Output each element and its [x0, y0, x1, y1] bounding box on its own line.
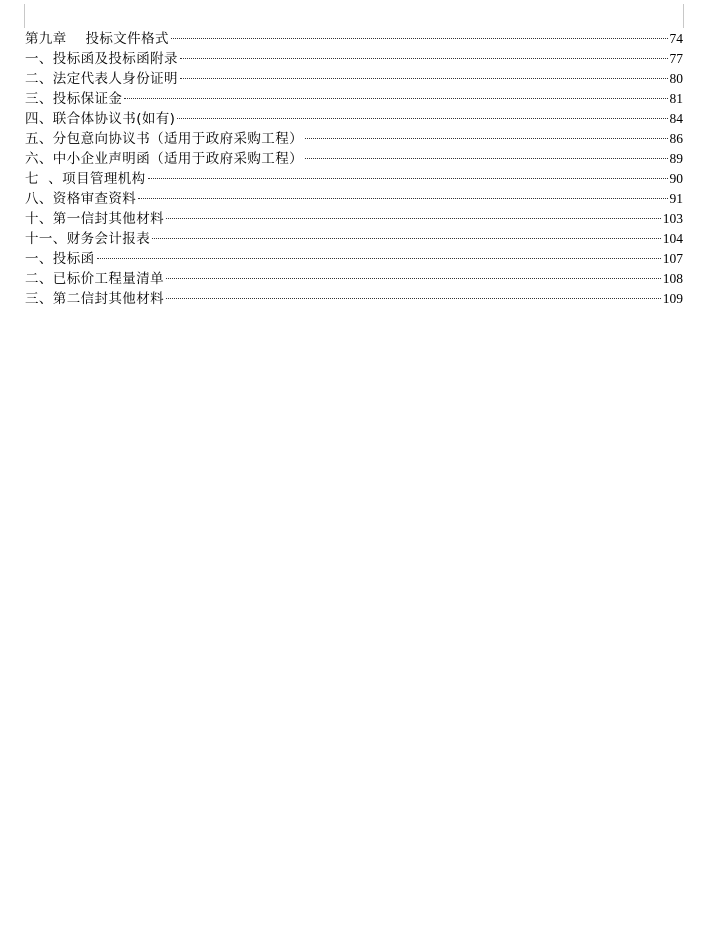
- toc-entry[interactable]: [25, 69, 683, 89]
- toc-entry-title: 七 、项目管理机构: [25, 171, 146, 187]
- toc-entry-page: 91: [669, 191, 683, 206]
- toc-dot-leader: [177, 118, 667, 119]
- toc-entry-title: 五、分包意向协议书（适用于政府采购工程）: [25, 131, 303, 147]
- toc-dot-leader: [166, 298, 661, 299]
- toc-entry[interactable]: [25, 169, 683, 189]
- toc-entry[interactable]: [25, 289, 683, 309]
- toc-entry-title: 十一、财务会计报表: [25, 231, 151, 247]
- toc-entry[interactable]: [25, 89, 683, 109]
- toc-dot-leader: [124, 98, 667, 99]
- toc-entry[interactable]: [25, 189, 683, 209]
- toc-entry[interactable]: [25, 149, 683, 169]
- toc-entry[interactable]: [25, 209, 683, 229]
- toc-dot-leader: [138, 198, 667, 199]
- toc-entry-title: 四、联合体协议书(如有): [25, 111, 176, 127]
- toc-dot-leader: [148, 178, 668, 179]
- toc-entry[interactable]: [25, 229, 683, 249]
- toc-entry-page: 108: [662, 271, 683, 286]
- toc-entry-title: 六、中小企业声明函（适用于政府采购工程）: [25, 151, 303, 167]
- toc-entry-title: 一、投标函: [25, 251, 95, 267]
- crop-mark-top-right: [683, 4, 708, 28]
- toc-entry-page: 86: [669, 131, 683, 146]
- toc-entry[interactable]: [25, 269, 683, 289]
- toc-entry-page: 90: [669, 171, 683, 186]
- toc-entry[interactable]: [25, 109, 683, 129]
- toc-entry-page: 77: [669, 51, 683, 66]
- toc-entry-page: 81: [669, 91, 683, 106]
- table-of-contents: [25, 29, 683, 309]
- toc-dot-leader: [152, 238, 661, 239]
- toc-entry-page: 109: [662, 291, 683, 306]
- toc-entry[interactable]: [25, 249, 683, 269]
- toc-entry-title: 十、第一信封其他材料: [25, 211, 164, 227]
- toc-dot-leader: [305, 138, 668, 139]
- toc-entry-page: 103: [662, 211, 683, 226]
- toc-entry-title: 第九章 投标文件格式: [25, 31, 169, 47]
- toc-entry-page: 107: [662, 251, 683, 266]
- toc-dot-leader: [166, 218, 661, 219]
- toc-entry-title: 一、投标函及投标函附录: [25, 51, 178, 67]
- toc-entry[interactable]: [25, 49, 683, 69]
- toc-entry[interactable]: [25, 129, 683, 149]
- toc-dot-leader: [166, 278, 661, 279]
- toc-entry-page: 80: [669, 71, 683, 86]
- toc-entry-title: 二、法定代表人身份证明: [25, 71, 178, 87]
- toc-entry-chapter-9[interactable]: [25, 29, 683, 49]
- crop-mark-top-left: [0, 4, 25, 28]
- toc-dot-leader: [180, 78, 668, 79]
- toc-entry-title: 三、第二信封其他材料: [25, 291, 164, 307]
- toc-entry-title: 八、资格审查资料: [25, 191, 137, 207]
- toc-entry-title: 三、投标保证金: [25, 91, 123, 107]
- toc-entry-page: 74: [669, 31, 683, 46]
- toc-entry-page: 104: [662, 231, 683, 246]
- toc-entry-page: 84: [669, 111, 683, 126]
- toc-dot-leader: [180, 58, 668, 59]
- toc-dot-leader: [305, 158, 668, 159]
- toc-dot-leader: [171, 38, 668, 39]
- toc-dot-leader: [97, 258, 661, 259]
- toc-entry-page: 89: [669, 151, 683, 166]
- toc-entry-title: 二、已标价工程量清单: [25, 271, 164, 287]
